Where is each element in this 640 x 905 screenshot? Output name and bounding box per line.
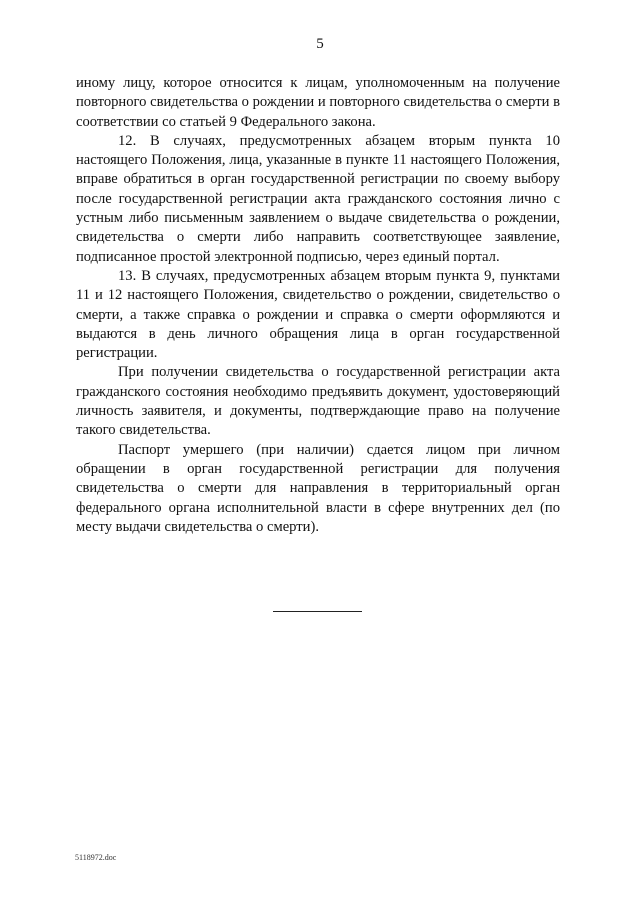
end-of-text-rule [273, 611, 362, 612]
paragraph-continuation: иному лицу, которое относится к лицам, уполномоченным на получение повторного свидетельства о рождении и повторного свидетельства о смерти в соответствии со статьей 9 Федерального закона. [76, 75, 560, 130]
file-reference: 5118972.doc [75, 853, 117, 862]
page-number: 5 [316, 36, 324, 52]
paragraph-identity-document: При получении свидетельства о государственной регистрации акта гражданского состояния необходимо предъявить документ, удостоверяющий личность заявителя, и документы, подтверждающие право на получение такого свидетельства. [76, 364, 560, 439]
paragraph-item-12: 12. В случаях, предусмотренных абзацем вторым пункта 10 настоящего Положения, лица, указанные в пункте 11 настоящего Положения, вправе обратиться в орган государственной регистрации по своему выбору после государственной регистрации акта гражданского состояния лично с устным либо письменным заявлением о выдаче свидетельства о рождении, свидетельства о смерти либо направить соответствующее заявление, подписанное простой электронной подписью, через единый портал. [76, 132, 560, 265]
document-body [76, 74, 560, 537]
paragraph-item-13: 13. В случаях, предусмотренных абзацем вторым пункта 9, пунктами 11 и 12 настоящего Положения, свидетельство о рождении, свидетельство о смерти, а также справка о рождении и справка о смерти оформляются и выдаются в день личного обращения лица в орган государственной регистрации. [76, 267, 560, 362]
paragraph-passport: Паспорт умершего (при наличии) сдается лицом при личном обращении в орган государственной регистрации для получения свидетельства о смерти для направления в территориальный орган федерального органа исполнительной власти в сфере внутренних дел (по месту выдачи свидетельства о смерти). [76, 441, 560, 535]
